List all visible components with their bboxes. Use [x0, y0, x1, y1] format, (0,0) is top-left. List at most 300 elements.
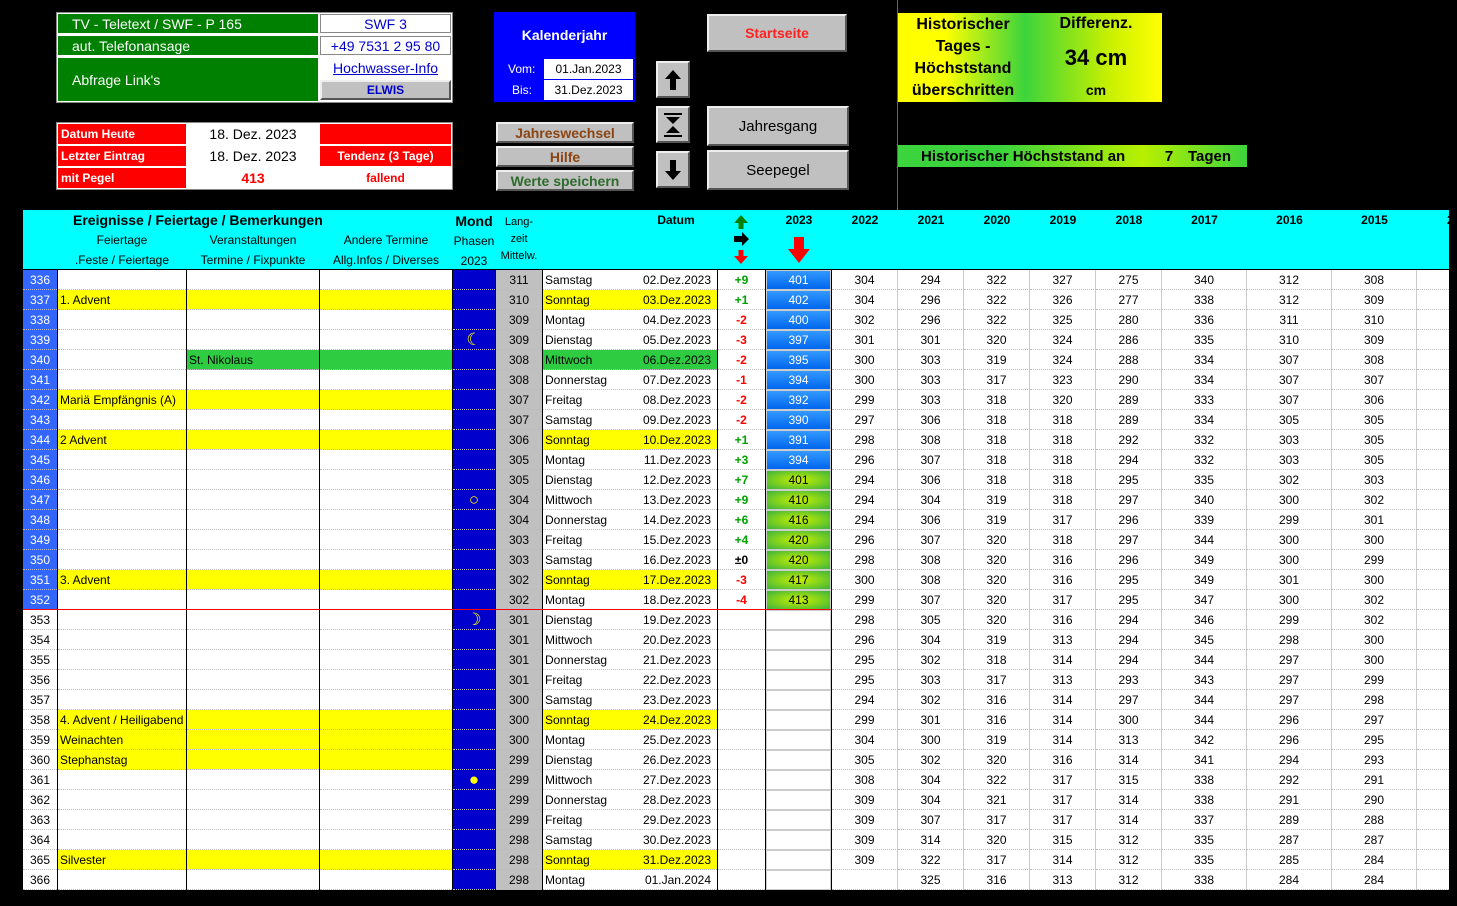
current-year-level [766, 690, 831, 710]
year-level: 291 [1332, 770, 1417, 790]
year-level: 320 [964, 570, 1030, 590]
year-level: 338 [1162, 770, 1247, 790]
jahreswechsel-button[interactable]: Jahreswechsel [496, 122, 634, 143]
year-level: 327 [1030, 270, 1096, 290]
moon-phase-icon: ● [453, 770, 495, 790]
current-year-level [766, 810, 831, 830]
longterm-mean: 309 [496, 310, 542, 330]
day-number: 355 [23, 650, 57, 670]
events2-header: Veranstaltungen [209, 233, 297, 247]
weekday: Dienstag [543, 610, 640, 630]
year-level: 316 [1030, 750, 1096, 770]
year-level: 277 [1096, 290, 1162, 310]
year-level-extra [1417, 290, 1449, 310]
phone-value: +49 7531 2 95 80 [320, 36, 451, 55]
year-level: 302 [1247, 470, 1332, 490]
current-year-level: 397 [766, 330, 831, 350]
year-level: 308 [898, 550, 964, 570]
year-level: 324 [1030, 330, 1096, 350]
event-cell[interactable] [187, 750, 319, 770]
year-level: 298 [1332, 690, 1417, 710]
other-subheader: Allg.Infos / Diverses [332, 253, 440, 267]
year-level: 302 [1332, 590, 1417, 610]
other-cell[interactable] [320, 470, 452, 490]
longterm-mean: 306 [496, 430, 542, 450]
moon-phase-icon [453, 710, 495, 730]
event-cell[interactable] [187, 790, 319, 810]
longterm-mean: 302 [496, 570, 542, 590]
event-cell[interactable] [187, 390, 319, 410]
event-cell[interactable] [187, 430, 319, 450]
year-level: 314 [1096, 810, 1162, 830]
year-level: 298 [832, 610, 898, 630]
other-cell[interactable] [320, 330, 452, 350]
year-level: 324 [1030, 350, 1096, 370]
other-cell[interactable] [320, 550, 452, 570]
other-cell[interactable] [320, 710, 452, 730]
year-level-extra [1417, 590, 1449, 610]
event-cell[interactable] [187, 810, 319, 830]
difference [718, 690, 765, 710]
longterm-mean: 308 [496, 350, 542, 370]
other-cell[interactable] [320, 770, 452, 790]
pegel-label: mit Pegel [58, 168, 186, 188]
year-level: 317 [964, 850, 1030, 870]
holiday-cell[interactable] [58, 670, 186, 690]
current-year-level: 395 [766, 350, 831, 370]
day-number: 341 [23, 370, 57, 390]
year-level: 302 [898, 690, 964, 710]
holiday-cell[interactable] [58, 870, 186, 890]
day-number: 359 [23, 730, 57, 750]
other-cell[interactable] [320, 670, 452, 690]
year-level: 292 [1247, 770, 1332, 790]
year-level: 294 [898, 270, 964, 290]
other-cell[interactable] [320, 430, 452, 450]
year-level: 309 [832, 850, 898, 870]
day-number: 353 [23, 610, 57, 630]
event-cell[interactable] [187, 490, 319, 510]
year-level: 333 [1162, 390, 1247, 410]
other-cell[interactable] [320, 690, 452, 710]
year-level: 293 [1332, 750, 1417, 770]
date: 08.Dez.2023 [640, 390, 717, 410]
current-year-level [766, 730, 831, 750]
year-level-extra [1417, 830, 1449, 850]
other-cell[interactable] [320, 610, 452, 630]
holiday-cell[interactable] [58, 330, 186, 350]
year-level-extra [1417, 370, 1449, 390]
year-level: 308 [1332, 270, 1417, 290]
events2-subheader: Termine / Fixpunkte [200, 253, 306, 267]
year-level: 300 [832, 370, 898, 390]
other-cell[interactable] [320, 750, 452, 770]
year-level: 344 [1162, 710, 1247, 730]
other-cell[interactable] [320, 350, 452, 370]
year-level: 302 [1332, 490, 1417, 510]
historic-line1: Historischer [916, 15, 1010, 33]
year-level: 294 [832, 470, 898, 490]
holiday-cell[interactable] [58, 450, 186, 470]
year-level: 301 [898, 330, 964, 350]
year-level: 305 [1332, 450, 1417, 470]
year-level: 344 [1162, 530, 1247, 550]
year-level: 297 [1247, 650, 1332, 670]
holiday-cell[interactable] [58, 830, 186, 850]
event-cell[interactable] [187, 310, 319, 330]
difference: ±0 [718, 550, 765, 570]
moon-phase-icon [453, 430, 495, 450]
holiday-cell[interactable] [58, 610, 186, 630]
year-level: 294 [832, 510, 898, 530]
calendar-title: Kalenderjahr [521, 27, 608, 43]
holiday-cell[interactable] [58, 650, 186, 670]
year-level: 280 [1096, 310, 1162, 330]
event-cell[interactable] [187, 730, 319, 750]
difference: -2 [718, 390, 765, 410]
current-year-level [766, 610, 831, 630]
holiday-cell[interactable] [58, 470, 186, 490]
other-cell[interactable] [320, 290, 452, 310]
other-cell[interactable] [320, 270, 452, 290]
event-cell[interactable] [187, 650, 319, 670]
year-level: 294 [1096, 650, 1162, 670]
scroll-up-button[interactable] [656, 61, 690, 98]
current-year-level: 413 [766, 590, 831, 610]
event-cell[interactable] [187, 830, 319, 850]
event-cell[interactable] [187, 590, 319, 610]
to-date[interactable]: 31.Dez.2023 [544, 80, 633, 100]
moon-phase-icon [453, 450, 495, 470]
moon-phase-icon [453, 270, 495, 290]
current-year-level: 400 [766, 310, 831, 330]
year-level: 349 [1162, 570, 1247, 590]
holiday-cell[interactable]: Mariä Empfängnis (A) [58, 390, 186, 410]
year-level: 317 [1030, 510, 1096, 530]
moon-phase-icon [453, 410, 495, 430]
current-year-level: 392 [766, 390, 831, 410]
moon-phase-icon [453, 530, 495, 550]
year-level-extra [1417, 650, 1449, 670]
year-level: 306 [898, 510, 964, 530]
year-level: 337 [1162, 810, 1247, 830]
year-level: 316 [964, 690, 1030, 710]
longterm-mean: 307 [496, 390, 542, 410]
year-level-extra [1417, 430, 1449, 450]
from-date[interactable]: 01.Jan.2023 [544, 59, 633, 79]
date: 29.Dez.2023 [640, 810, 717, 830]
other-cell[interactable] [320, 530, 452, 550]
hilfe-button[interactable]: Hilfe [496, 146, 634, 167]
year-level: 295 [1096, 470, 1162, 490]
event-cell[interactable] [187, 290, 319, 310]
holiday-cell[interactable]: Weinachten [58, 730, 186, 750]
day-number: 350 [23, 550, 57, 570]
year-level: 301 [898, 710, 964, 730]
year-level-extra [1417, 770, 1449, 790]
holiday-cell[interactable]: 3. Advent [58, 570, 186, 590]
moon-phase-icon: ☽ [453, 610, 495, 630]
scroll-down-button[interactable] [656, 151, 690, 188]
other-cell[interactable] [320, 450, 452, 470]
weekday: Donnerstag [543, 370, 640, 390]
year-level: 340 [1162, 490, 1247, 510]
other-cell[interactable] [320, 390, 452, 410]
year-level: 318 [1030, 410, 1096, 430]
holiday-cell[interactable]: 4. Advent / Heiligabend [58, 710, 186, 730]
year-level: 304 [832, 290, 898, 310]
year-level: 322 [964, 310, 1030, 330]
year-level: 303 [1247, 430, 1332, 450]
difference: -3 [718, 330, 765, 350]
year-level: 318 [964, 650, 1030, 670]
year-level-extra [1417, 550, 1449, 570]
event-cell[interactable] [187, 710, 319, 730]
holiday-cell[interactable] [58, 410, 186, 430]
holiday-cell[interactable]: 2 Advent [58, 430, 186, 450]
date: 23.Dez.2023 [640, 690, 717, 710]
date: 12.Dez.2023 [640, 470, 717, 490]
year-level: 318 [1030, 430, 1096, 450]
difference: +1 [718, 290, 765, 310]
year-level: 303 [1332, 470, 1417, 490]
year-level-extra [1417, 790, 1449, 810]
event-cell[interactable] [187, 670, 319, 690]
day-number: 363 [23, 810, 57, 830]
moon-phase-icon [453, 830, 495, 850]
longterm-header-1: Lang- [504, 216, 534, 228]
jahresgang-button[interactable]: Jahresgang [707, 106, 849, 146]
event-cell[interactable] [187, 270, 319, 290]
seepegel-button[interactable]: Seepegel [707, 150, 849, 190]
year-level: 309 [1332, 290, 1417, 310]
longterm-mean: 299 [496, 770, 542, 790]
difference: -4 [718, 590, 765, 610]
holiday-cell[interactable]: Silvester [58, 850, 186, 870]
year-level: 318 [1030, 490, 1096, 510]
year-level: 313 [1030, 630, 1096, 650]
event-cell[interactable] [187, 770, 319, 790]
event-cell[interactable]: St. Nikolaus [187, 350, 319, 370]
year-header: 2019 [1049, 213, 1077, 227]
other-cell[interactable] [320, 630, 452, 650]
last-entry-value: 18. Dez. 2023 [187, 146, 319, 166]
difference [718, 790, 765, 810]
date: 06.Dez.2023 [640, 350, 717, 370]
year-level-extra [1417, 350, 1449, 370]
year-level [832, 870, 898, 890]
holiday-cell[interactable] [58, 590, 186, 610]
year-level-extra [1417, 330, 1449, 350]
year-level-extra [1417, 410, 1449, 430]
year-level: 344 [1162, 690, 1247, 710]
other-cell[interactable] [320, 570, 452, 590]
year-level: 300 [1247, 550, 1332, 570]
year-level: 316 [1030, 570, 1096, 590]
year-level-extra [1417, 670, 1449, 690]
difference: +9 [718, 490, 765, 510]
abfrage-label: Abfrage Link's [58, 58, 318, 101]
year-level: 296 [832, 530, 898, 550]
holiday-cell[interactable] [58, 310, 186, 330]
elwis-button[interactable]: ELWIS [320, 80, 451, 100]
difference-unit: cm [1085, 82, 1107, 98]
year-level: 318 [1030, 530, 1096, 550]
year-level: 286 [1096, 330, 1162, 350]
year-level-extra [1417, 270, 1449, 290]
event-cell[interactable] [187, 330, 319, 350]
event-cell[interactable] [187, 610, 319, 630]
longterm-mean: 303 [496, 550, 542, 570]
other-cell[interactable] [320, 830, 452, 850]
year-level: 304 [832, 730, 898, 750]
year-level: 347 [1162, 590, 1247, 610]
weekday: Dienstag [543, 330, 640, 350]
year-level: 345 [1162, 630, 1247, 650]
year-level: 338 [1162, 790, 1247, 810]
holiday-cell[interactable] [58, 510, 186, 530]
event-cell[interactable] [187, 630, 319, 650]
holiday-cell[interactable] [58, 350, 186, 370]
year-level: 289 [1247, 810, 1332, 830]
event-cell[interactable] [187, 550, 319, 570]
longterm-mean: 300 [496, 730, 542, 750]
year-level: 320 [964, 530, 1030, 550]
other-cell[interactable] [320, 730, 452, 750]
year-level: 300 [1096, 710, 1162, 730]
event-cell[interactable] [187, 530, 319, 550]
holiday-cell[interactable]: 1. Advent [58, 290, 186, 310]
year-level: 305 [898, 610, 964, 630]
difference [718, 750, 765, 770]
difference [718, 650, 765, 670]
day-number: 340 [23, 350, 57, 370]
year-level-extra [1417, 470, 1449, 490]
day-number: 358 [23, 710, 57, 730]
other-cell[interactable] [320, 790, 452, 810]
year-level: 302 [898, 650, 964, 670]
holiday-cell[interactable] [58, 530, 186, 550]
year-level: 307 [898, 530, 964, 550]
arrow-down-icon [663, 158, 683, 182]
year-level: 305 [832, 750, 898, 770]
year-level: 305 [1247, 410, 1332, 430]
year-level: 308 [898, 570, 964, 590]
teletext-value: SWF 3 [320, 14, 451, 33]
year-level: 319 [964, 510, 1030, 530]
other-cell[interactable] [320, 510, 452, 530]
other-cell[interactable] [320, 870, 452, 890]
day-number: 345 [23, 450, 57, 470]
year-level-extra [1417, 690, 1449, 710]
moon-phase-icon [453, 510, 495, 530]
year-level: 307 [898, 450, 964, 470]
historic-bar-unit: Tagen [1188, 147, 1232, 165]
event-cell[interactable] [187, 510, 319, 530]
holiday-cell[interactable] [58, 490, 186, 510]
phone-label: aut. Telefonansage [58, 36, 318, 55]
event-cell[interactable] [187, 690, 319, 710]
day-number: 354 [23, 630, 57, 650]
center-button[interactable] [656, 106, 690, 143]
year-level: 312 [1096, 850, 1162, 870]
save-values-button[interactable]: Werte speichern [496, 170, 634, 191]
year-level: 320 [964, 550, 1030, 570]
event-cell[interactable] [187, 410, 319, 430]
holiday-cell[interactable] [58, 270, 186, 290]
other-cell[interactable] [320, 310, 452, 330]
year-header: 2021 [917, 213, 945, 227]
date: 03.Dez.2023 [640, 290, 717, 310]
other-cell[interactable] [320, 490, 452, 510]
holiday-cell[interactable] [58, 630, 186, 650]
holiday-cell[interactable] [58, 790, 186, 810]
event-cell[interactable] [187, 570, 319, 590]
year-level: 339 [1162, 510, 1247, 530]
year-level: 312 [1247, 270, 1332, 290]
holiday-cell[interactable]: Stephanstag [58, 750, 186, 770]
hochwasser-link[interactable]: Hochwasser-Info [320, 58, 451, 78]
other-cell[interactable] [320, 850, 452, 870]
year-level: 299 [832, 590, 898, 610]
event-cell[interactable] [187, 850, 319, 870]
weekday: Mittwoch [543, 490, 640, 510]
year-level: 275 [1096, 270, 1162, 290]
year-level-extra [1417, 390, 1449, 410]
year-level: 287 [1332, 830, 1417, 850]
difference: -2 [718, 310, 765, 330]
other-cell[interactable] [320, 590, 452, 610]
longterm-mean: 304 [496, 490, 542, 510]
holiday-cell[interactable] [58, 550, 186, 570]
event-cell[interactable] [187, 870, 319, 890]
date: 16.Dez.2023 [640, 550, 717, 570]
holiday-cell[interactable] [58, 770, 186, 790]
startseite-button[interactable]: Startseite [707, 14, 847, 52]
holiday-cell[interactable] [58, 370, 186, 390]
longterm-header-3: Mittelw. [500, 250, 538, 262]
event-cell[interactable] [187, 370, 319, 390]
event-cell[interactable] [187, 450, 319, 470]
holiday-cell[interactable] [58, 810, 186, 830]
longterm-mean: 308 [496, 370, 542, 390]
other-cell[interactable] [320, 410, 452, 430]
year-level: 297 [1096, 690, 1162, 710]
moon-phase-icon [453, 470, 495, 490]
holidays-header: Feiertage [96, 233, 148, 247]
other-cell[interactable] [320, 650, 452, 670]
year-level: 335 [1162, 330, 1247, 350]
event-cell[interactable] [187, 470, 319, 490]
year-level: 349 [1162, 550, 1247, 570]
other-cell[interactable] [320, 370, 452, 390]
current-year-level [766, 630, 831, 650]
year-level: 297 [1247, 670, 1332, 690]
day-number: 366 [23, 870, 57, 890]
year-level: 305 [1332, 430, 1417, 450]
longterm-mean: 300 [496, 690, 542, 710]
year-level: 320 [964, 330, 1030, 350]
tendency-value: fallend [320, 168, 451, 188]
holiday-cell[interactable] [58, 690, 186, 710]
date: 04.Dez.2023 [640, 310, 717, 330]
other-cell[interactable] [320, 810, 452, 830]
year-level: 326 [1030, 290, 1096, 310]
year-level-extra [1417, 530, 1449, 550]
year-level: 315 [1030, 830, 1096, 850]
year-level: 307 [898, 590, 964, 610]
year-level: 294 [832, 690, 898, 710]
